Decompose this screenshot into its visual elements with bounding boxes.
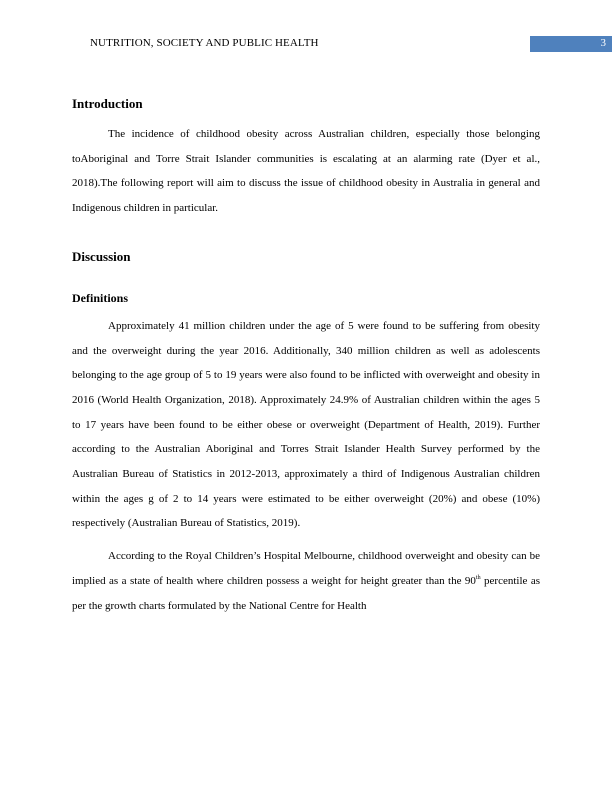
paragraph-2-text-end: percentile as per the growth charts formulated by the National Centre for Health bbox=[72, 574, 540, 612]
introduction-paragraph: The incidence of childhood obesity across Australian children, especially those belonging toAboriginal and Torre Strait Islander communities is escalating at an alarming rate (Dyer et al., 2018).The following report will aim to discuss the issue of childhood obesity in Australia in general and Indigenous children in particular. bbox=[72, 128, 540, 215]
definitions-paragraph-2 bbox=[72, 544, 540, 618]
page-number-box bbox=[530, 36, 612, 52]
ordinal-suffix: th bbox=[475, 574, 481, 581]
document-body bbox=[72, 96, 540, 618]
discussion-heading: Discussion bbox=[72, 248, 131, 264]
paragraph-2-text-start: According to the Royal Children’s Hospital Melbourne, childhood overweight and obesity can be implied as a state of health where children possess a weight for height greater than the 90 bbox=[72, 550, 540, 587]
running-head: NUTRITION, SOCIETY AND PUBLIC HEALTH bbox=[90, 37, 319, 49]
introduction-heading: Introduction bbox=[72, 96, 143, 111]
page-header bbox=[90, 36, 612, 52]
definitions-heading: Definitions bbox=[72, 290, 129, 305]
definitions-paragraph-1: Approximately 41 million children under the age of 5 were found to be suffering from obesity and the overweight during the year 2016. Additionally, 340 million children as well as adolescents belonging to the age group of 5 to 19 years were also found to be inflicted with overweight and obesity in 2016 (World Health Organization, 2018). Approximately 24.9% of Australian children within the ages 5 to 17 years have been found to be either obese or overweight (Department of Health, 2019). Further according to the Australian Aboriginal and Torres Strait Islander Health Survey performed by the Australian Bureau of Statistics in 2012-2013, approximately a third of Indigenous Australian children within the ages g of 2 to 14 years were estimated to be either overweight (20%) and obese (10%) respectively (Australian Bureau of Statistics, 2019). bbox=[72, 319, 540, 530]
page-number: 3 bbox=[600, 37, 606, 49]
